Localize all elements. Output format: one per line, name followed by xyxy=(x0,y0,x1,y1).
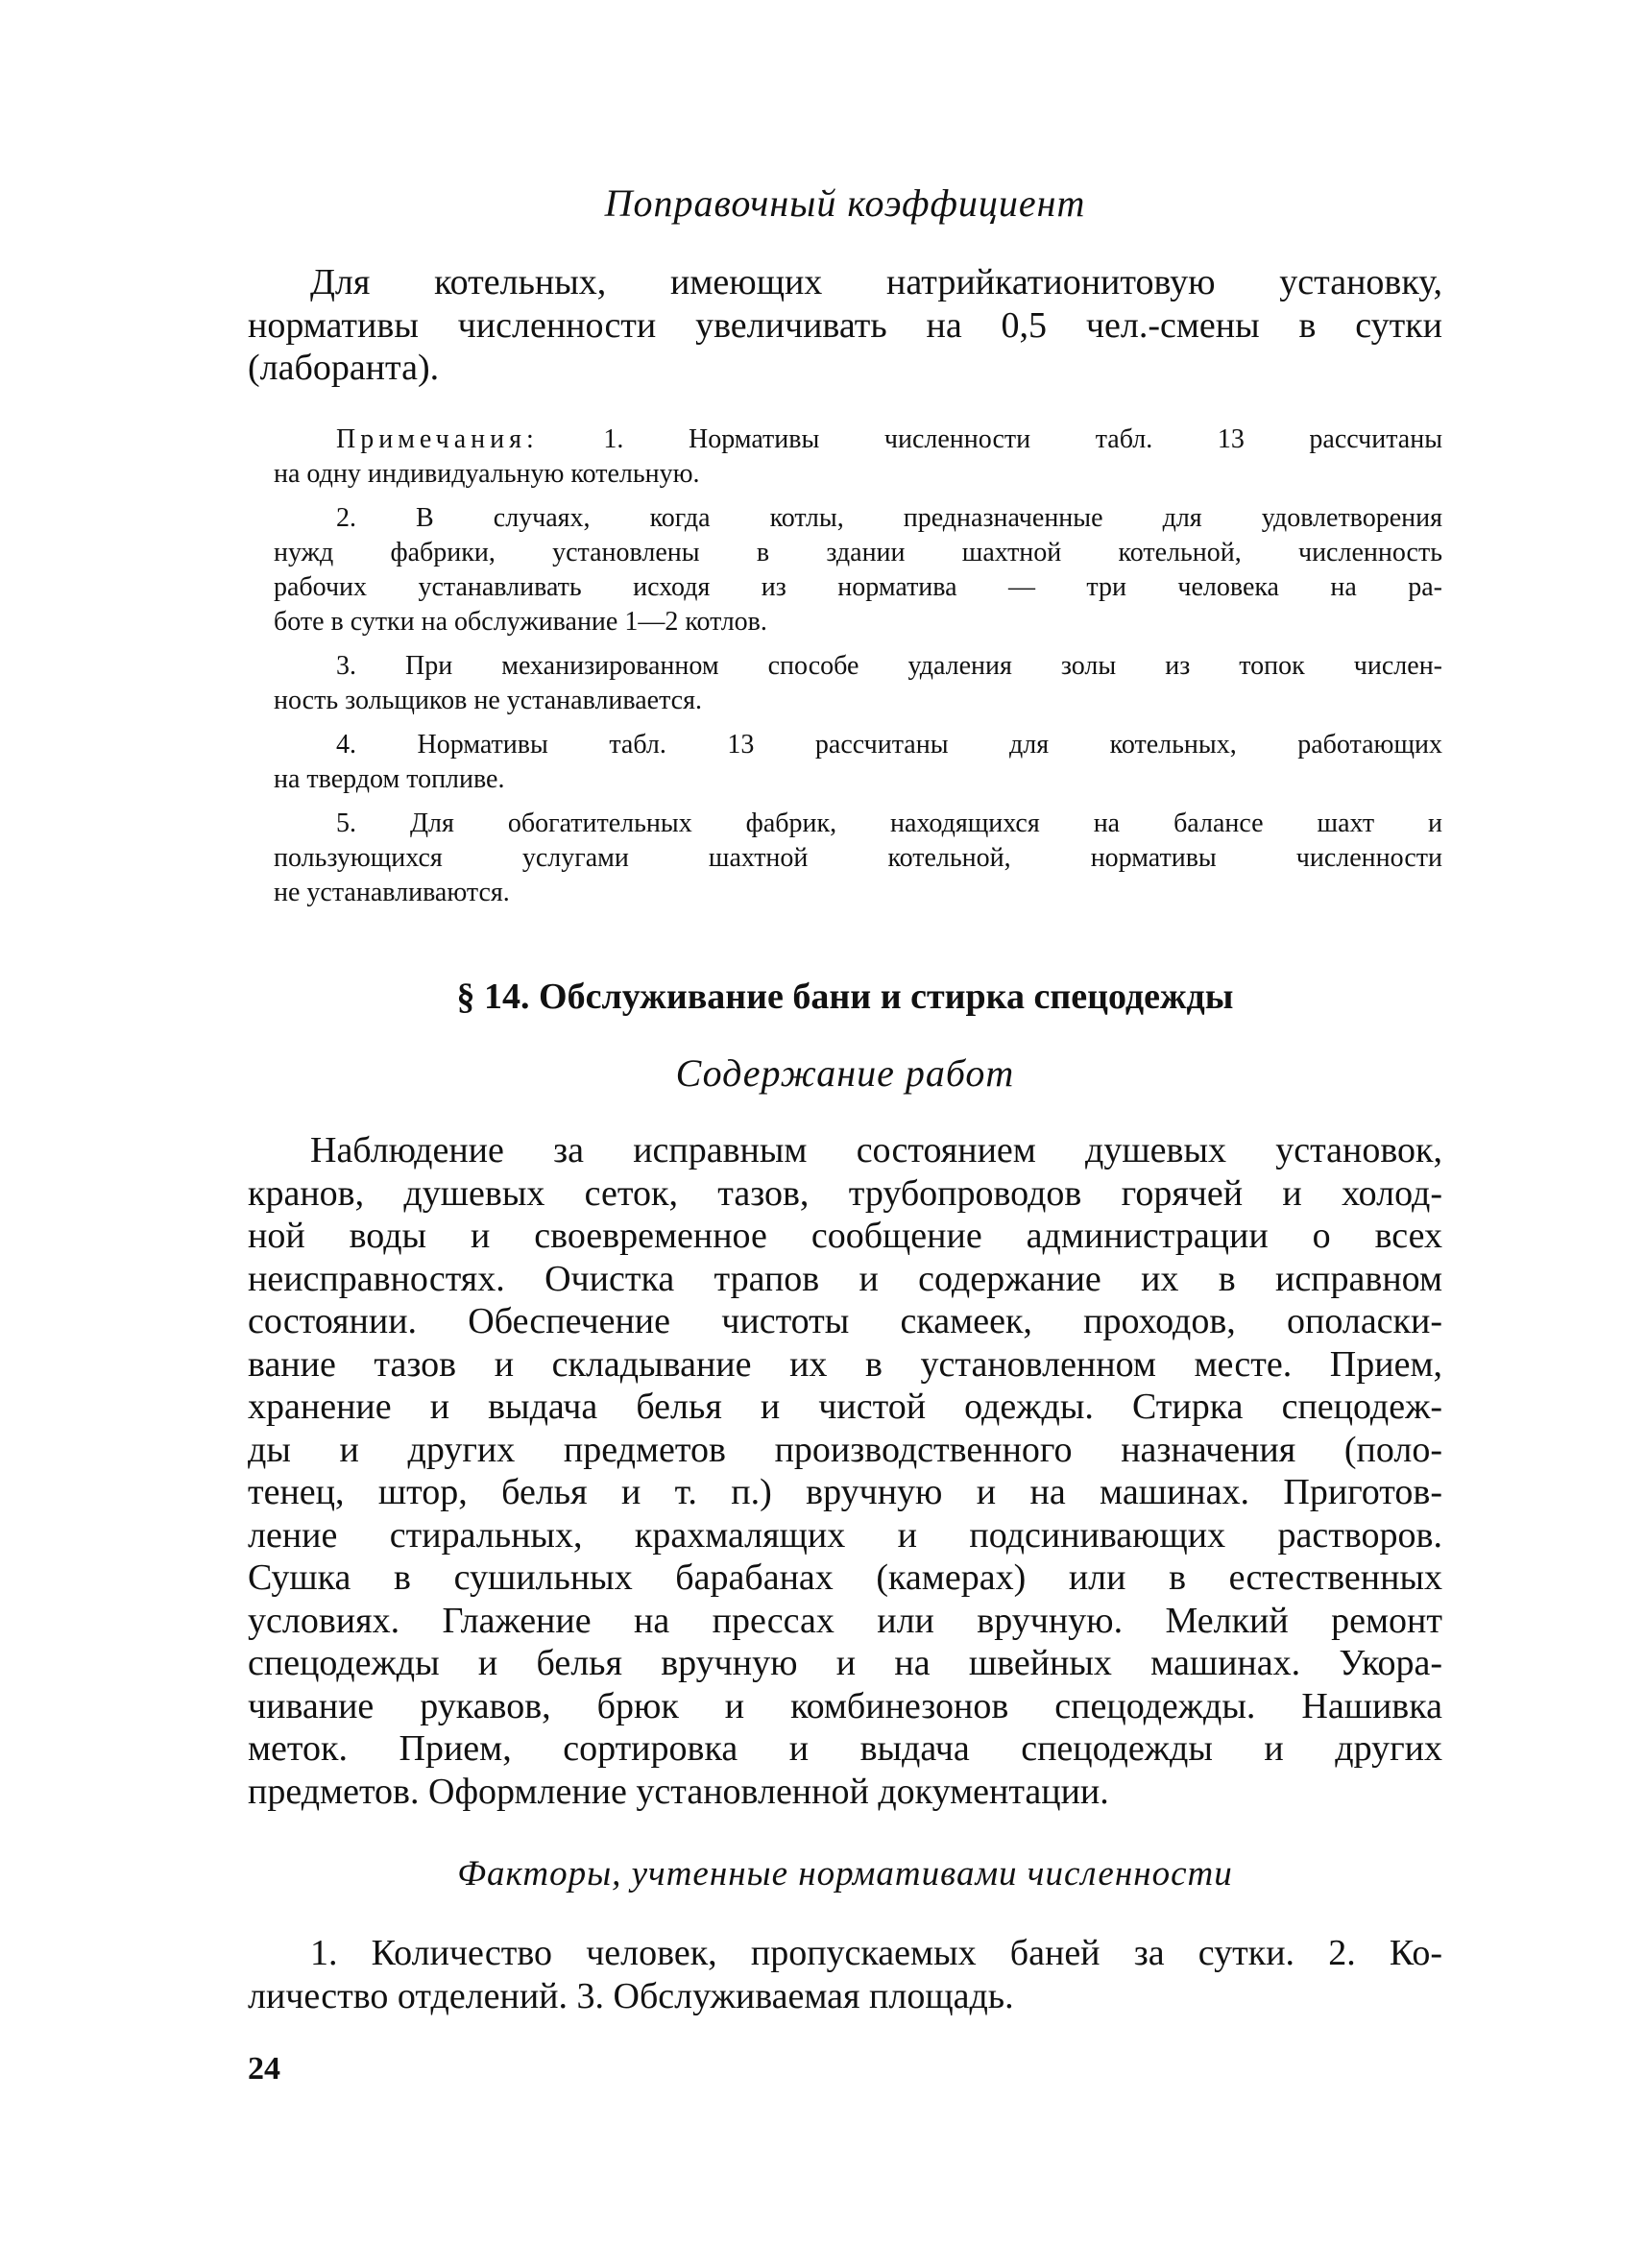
text-line: состоянии. Обеспечение чистоты скамеек, проходов, ополаски- xyxy=(248,1301,1442,1341)
text-line: ность зольщиков не устанавливается. xyxy=(274,686,702,715)
text-line: Сушка в сушильных барабанах (камерах) или в естественных xyxy=(248,1557,1442,1598)
text-line: хранение и выдача белья и чистой одежды. Стирка спецодеж- xyxy=(248,1387,1442,1427)
text-line: 1. Количество человек, пропускаемых баней за сутки. 2. Ко- xyxy=(310,1933,1442,1973)
page-number: 24 xyxy=(248,2051,280,2087)
notes-lead: Примечания: xyxy=(336,424,539,454)
text-line: условиях. Глажение на прессах или вручную. Мелкий ремонт xyxy=(248,1600,1442,1641)
section-heading: § 14. Обслуживание бани и стирка спецодежды xyxy=(456,977,1234,1017)
text-line: ной воды и своевременное сообщение администрации о всех xyxy=(248,1216,1442,1256)
text-line: предметов. Оформление установленной документации. xyxy=(248,1771,1109,1812)
note-item xyxy=(274,501,1442,639)
text-line: на твердом топливе. xyxy=(274,764,505,794)
text-line: 5. Для обогатительных фабрик, находящихся на балансе шахт и xyxy=(336,808,1442,838)
note-text: 1. Нормативы численности табл. 13 рассчитаны xyxy=(603,424,1443,454)
text-line: спецодежды и белья вручную и на швейных машинах. Укора- xyxy=(248,1643,1442,1683)
factors-paragraph xyxy=(248,1932,1442,2017)
text-line: меток. Прием, сортировка и выдача спецодежды и других xyxy=(248,1728,1442,1769)
text-line: ление стиральных, крахмалящих и подсинивающих растворов. xyxy=(248,1514,1442,1556)
text-line: не устанавливаются. xyxy=(274,878,510,907)
text-line: 3. При механизированном способе удаления золы из топок числен- xyxy=(336,651,1442,681)
text-line: боте в сутки на обслуживание 1—2 котлов. xyxy=(274,607,767,637)
note-item xyxy=(274,807,1442,910)
text-line: нормативы численности увеличивать на 0,5 чел.-смены в сутки xyxy=(248,304,1442,346)
text-line: кранов, душевых сеток, тазов, трубопроводов горячей и холод- xyxy=(248,1172,1442,1214)
text-line: вание тазов и складывание их в установленном месте. Прием, xyxy=(248,1343,1442,1385)
text-line: тенец, штор, белья и т. п.) вручную и на машинах. Приготов- xyxy=(248,1472,1442,1512)
content-paragraph xyxy=(248,1129,1442,1813)
text-line: на одну индивидуальную котельную. xyxy=(274,459,700,489)
notes-block xyxy=(274,422,1442,920)
text-line: 4. Нормативы табл. 13 рассчитаны для котельных, работающих xyxy=(336,730,1442,760)
text-line: (лаборанта). xyxy=(248,348,440,388)
note-item xyxy=(274,422,1442,492)
text-line: Для котельных, имеющих натрийкатионитовую установку, xyxy=(310,262,1442,302)
content-title: Содержание работ xyxy=(675,1051,1015,1095)
text-line: неисправностях. Очистка трапов и содержание их в исправном xyxy=(248,1258,1442,1299)
factors-title: Факторы, учтенные нормативами численности xyxy=(457,1854,1233,1894)
text-line: личество отделений. 3. Обслуживаемая площадь. xyxy=(248,1975,1014,2016)
text-line: ды и других предметов производственного назначения (поло- xyxy=(248,1429,1442,1470)
text-line: пользующихся услугами шахтной котельной, нормативы численности xyxy=(274,843,1442,873)
text-line: 2. В случаях, когда котлы, предназначенные для удовлетворения xyxy=(336,503,1442,533)
text-line: рабочих устанавливать исходя из норматива — три человека на ра- xyxy=(274,572,1442,602)
text-line xyxy=(274,422,1442,457)
note-item xyxy=(274,728,1442,797)
text-line: чивание рукавов, брюк и комбинезонов спецодежды. Нашивка xyxy=(248,1685,1442,1726)
text-line: нужд фабрики, установлены в здании шахтной котельной, численность xyxy=(274,538,1442,567)
note-item xyxy=(274,649,1442,718)
correction-paragraph xyxy=(248,261,1442,390)
correction-title: Поправочный коэффициент xyxy=(604,181,1086,225)
text-line: Наблюдение за исправным состоянием душевых установок, xyxy=(310,1130,1442,1170)
